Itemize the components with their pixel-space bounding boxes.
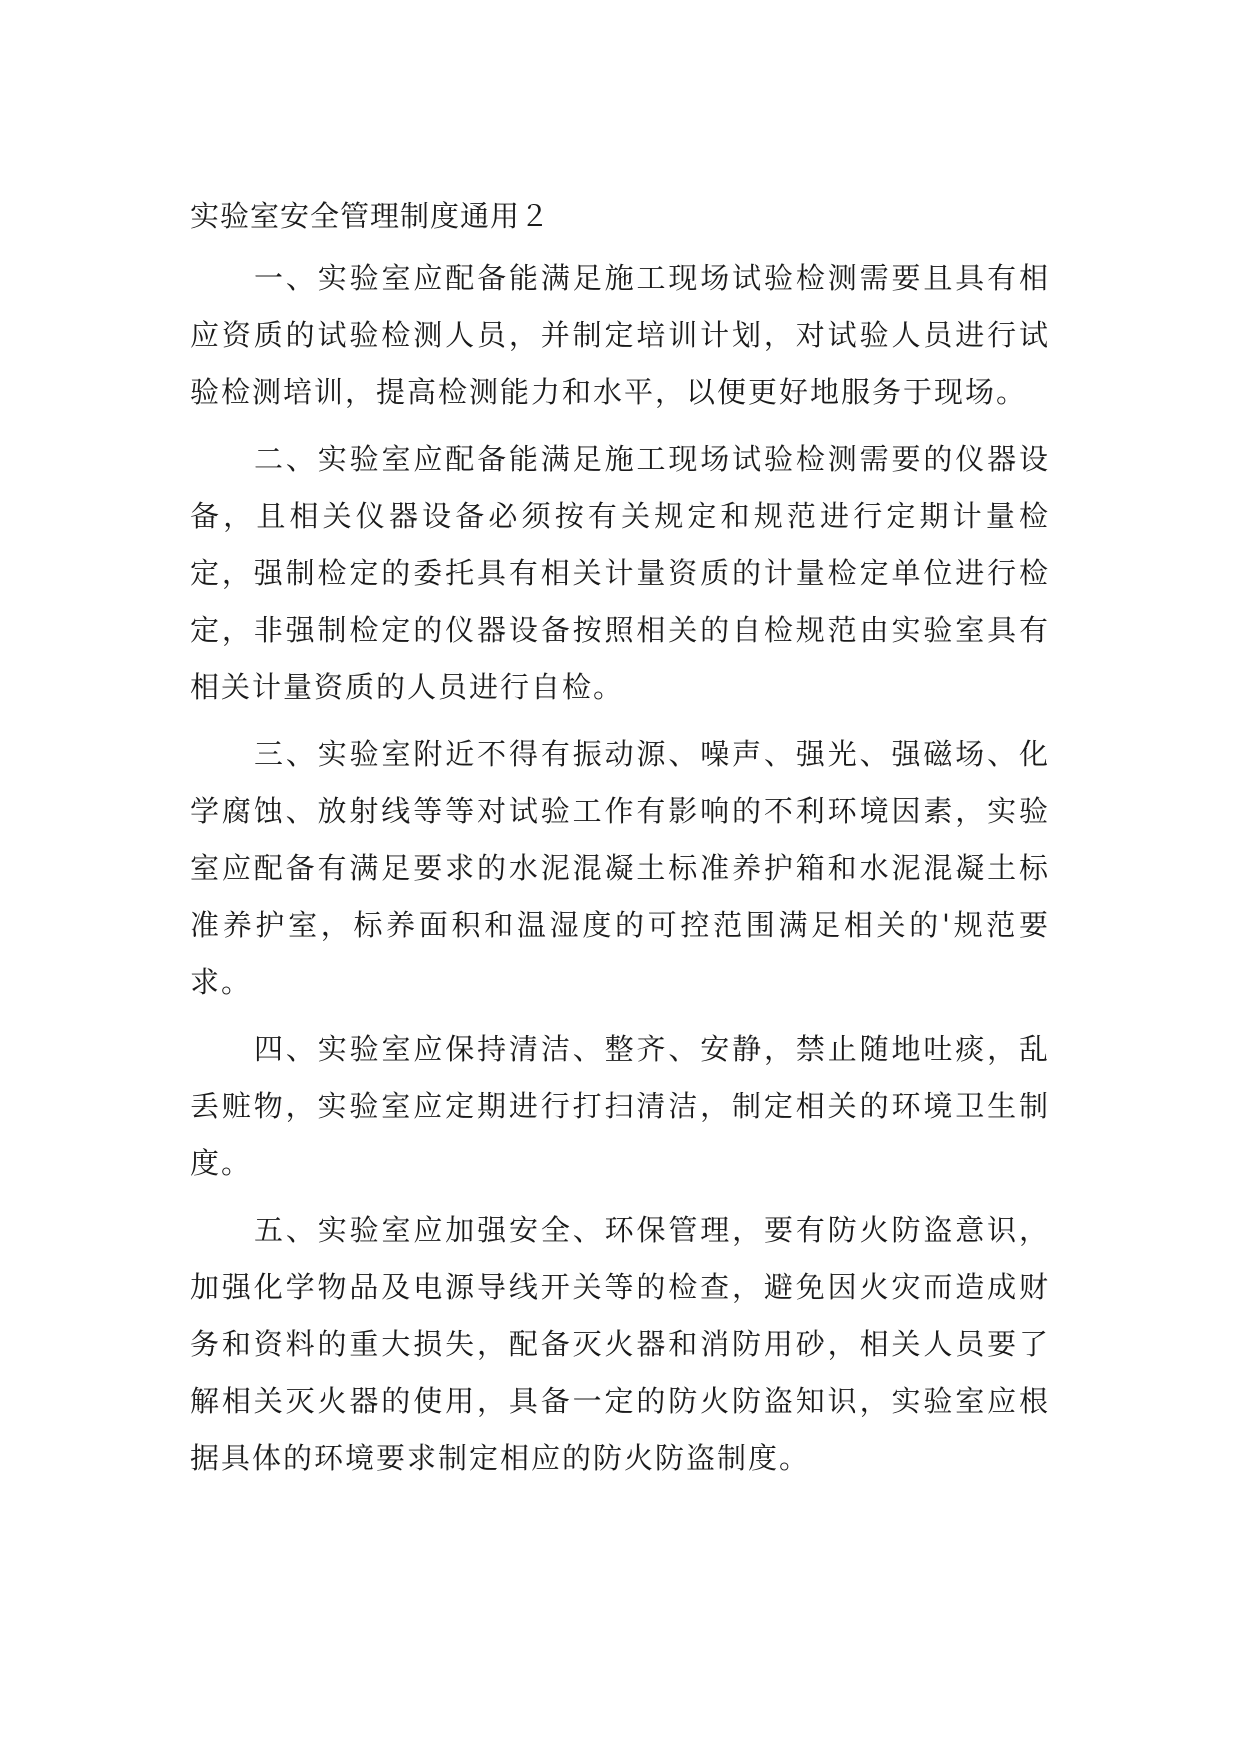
paragraph-5: 五、实验室应加强安全、环保管理，要有防火防盗意识，加强化学物品及电源导线开关等的检查，避免因火灾而造成财务和资料的重大损失，配备灭火器和消防用砂，相关人员要了解相关灭火器的使用，具备一定的防火防盗知识，实验室应根据具体的环境要求制定相应的防火防盗制度。	[190, 1213, 1050, 1475]
document-title: 实验室安全管理制度通用２	[190, 199, 551, 233]
paragraph-2: 二、实验室应配备能满足施工现场试验检测需要的仪器设备，且相关仪器设备必须按有关规定和规范进行定期计量检定，强制检定的委托具有相关计量资质的计量检定单位进行检定，非强制检定的仪器设备按照相关的自检规范由实验室具有相关计量资质的人员进行自检。	[190, 442, 1050, 704]
document-page	[190, 190, 1050, 1487]
paragraph-1: 一、实验室应配备能满足施工现场试验检测需要且具有相应资质的试验检测人员，并制定培训计划，对试验人员进行试验检测培训，提高检测能力和水平，以便更好地服务于现场。	[190, 261, 1050, 409]
paragraph-4: 四、实验室应保持清洁、整齐、安静，禁止随地吐痰，乱丢赃物，实验室应定期进行打扫清洁，制定相关的环境卫生制度。	[190, 1032, 1050, 1180]
paragraph-3: 三、实验室附近不得有振动源、噪声、强光、强磁场、化学腐蚀、放射线等等对试验工作有影响的不利环境因素，实验室应配备有满足要求的水泥混凝土标准养护箱和水泥混凝土标准养护室，标养面积和温湿度的可控范围满足相关的'规范要求。	[190, 737, 1050, 999]
